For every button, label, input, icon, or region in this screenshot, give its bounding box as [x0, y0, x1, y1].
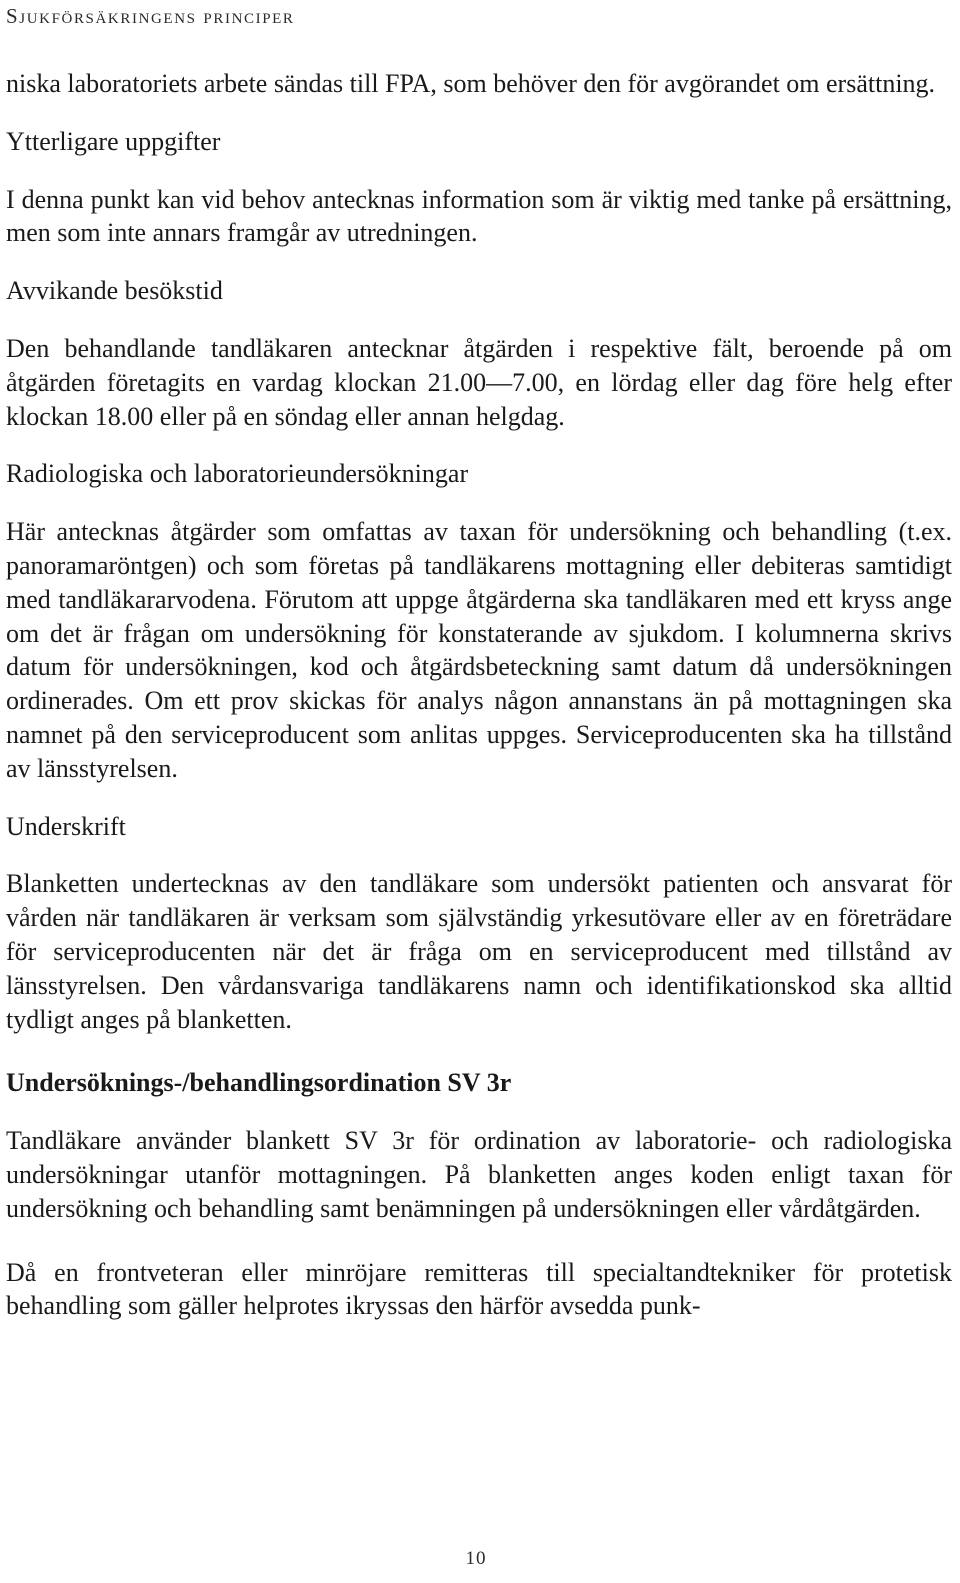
paragraph-additional-info: I denna punkt kan vid behov antecknas information som är viktig med tanke på ersättning, men som inte annars framgår av utredningen. — [6, 184, 952, 248]
paragraph-continuation: niska laboratoriets arbete sändas till FPA, som behöver den för avgörandet om ersättning. — [6, 69, 936, 98]
section-heading-sv3r: Undersöknings-/behandlingsordination SV 3r — [6, 1068, 512, 1098]
heading-additional-info: Ytterligare uppgifter — [6, 126, 221, 156]
page-number: 10 — [465, 1548, 487, 1569]
paragraph-deviating-visit-time: Den behandlande tandläkaren antecknar åtgärden i respektive fält, beroende på om åtgärden företagits en vardag klockan 21.00—7.00, en lördag eller dag före helg efter klockan 18.00 eller på en söndag eller annan helgdag. — [6, 333, 952, 431]
heading-signature: Underskrift — [6, 811, 126, 841]
paragraph-radiology-lab: Här antecknas åtgärder som omfattas av taxan för undersökning och behandling (t.ex. panoramaröntgen) och som företas på tandläkarens mottagning eller debiteras samtidigt med tandläkararvodena. Förutom att uppge åtgärderna ska tandläkaren med ett kryss ange om det är frågan om undersökning för konstaterande av sjukdom. I kolumnerna skrivs datum för undersökningen, kod och åtgärdsbeteckning samt datum då undersökningen ordinerades. Om ett prov skickas för analys någon annanstans än på mottagningen ska namnet på den serviceproducent som anlitas uppges. Serviceproducenten ska ha tillstånd av länsstyrelsen. — [6, 517, 952, 783]
document-page — [6, 0, 952, 1583]
heading-deviating-visit-time: Avvikande besökstid — [6, 276, 223, 306]
heading-radiology-lab: Radiologiska och laboratorieundersökningar — [6, 459, 469, 489]
paragraph-front-veteran: Då en frontveteran eller minröjare remitteras till specialtandtekniker för protetisk behandling som gäller helprotes ikryssas den härför avsedda punk- — [6, 1257, 952, 1321]
page-body — [6, 67, 952, 1323]
running-header: Sjukförsäkringens principer — [6, 4, 295, 28]
paragraph-signature: Blanketten undertecknas av den tandläkare som undersökt patienten och ansvarat för vården när tandläkaren är verksam som självständig yrkesutövare eller av en företrädare för serviceproducenten när det är fråga om en serviceproducent med tillstånd av länsstyrelsen. Den vårdansvariga tandläkarens namn och identifikationskod ska alltid tydligt anges på blanketten. — [6, 869, 952, 1034]
paragraph-sv3r: Tandläkare använder blankett SV 3r för ordination av laboratorie- och radiologiska undersökningar utanför mottagningen. På blanketten anges koden enligt taxan för undersökning och behandling samt benämningen på undersökningen eller vårdåtgärden. — [6, 1126, 952, 1223]
